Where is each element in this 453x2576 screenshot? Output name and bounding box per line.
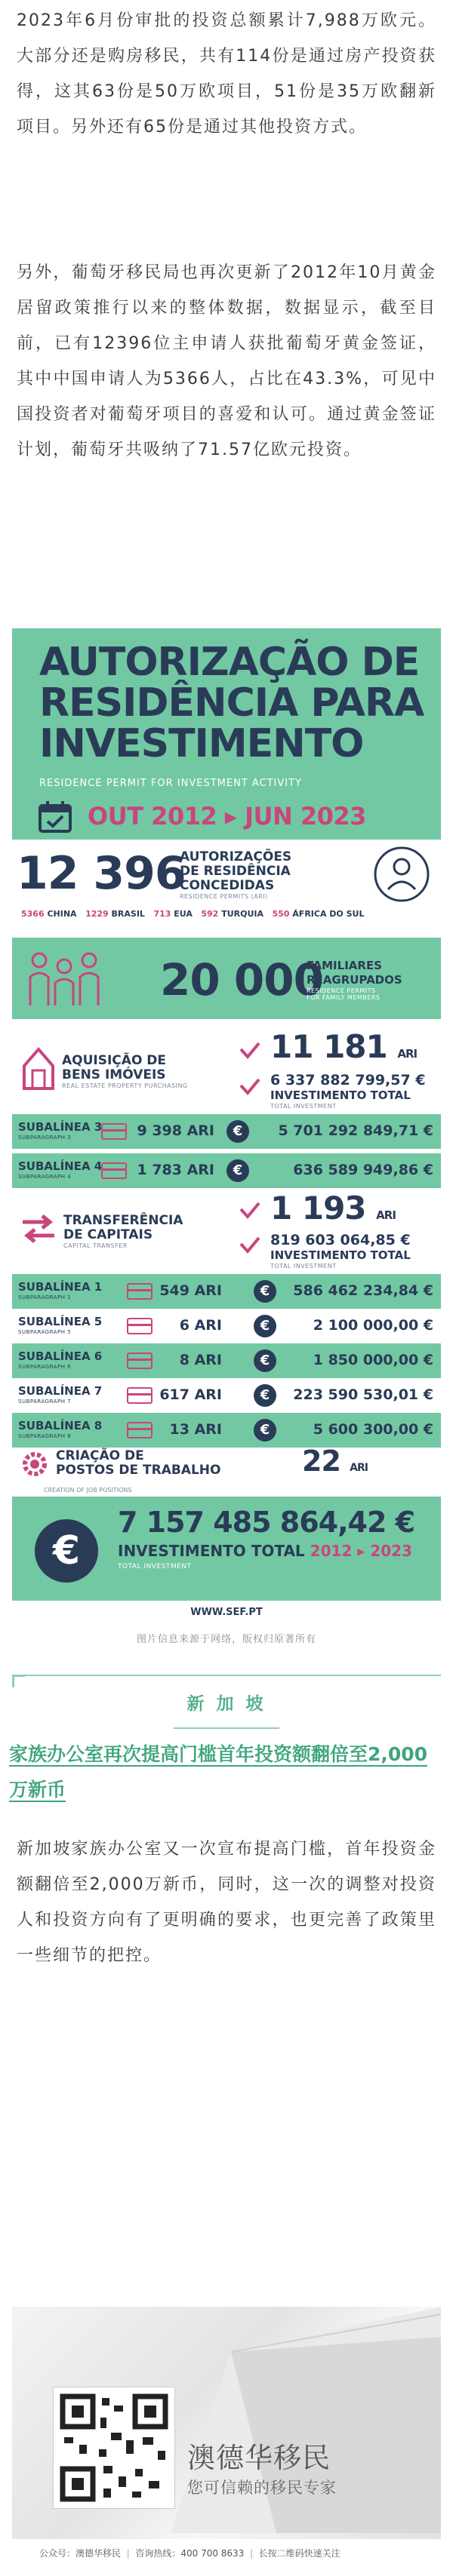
card-icon [127,1422,153,1438]
row-ari: 1 783 ARI [137,1162,214,1178]
capital-transfer-label [63,1214,183,1249]
real-estate-sub: REAL ESTATE PROPERTY PURCHASING [62,1082,188,1089]
card-icon [101,1162,127,1179]
euro-icon: € [254,1419,276,1442]
subparagraph-sub: SUBPARAGRAPH 8 [18,1433,72,1439]
check-icon [239,1235,261,1254]
subparagraph-label: SUBALÍNEA 5 [18,1315,103,1328]
brand-banner [12,2307,441,2565]
family-sub-1: RESIDENCE PERMITS [307,987,376,994]
card-icon [127,1387,153,1404]
euro-icon: € [226,1120,249,1143]
capital-invest-sub: TOTAL INVESTMENT [270,1263,337,1270]
subparagraph-label: SUBALÍNEA 3 [18,1120,103,1134]
card-icon [127,1283,153,1300]
country-count: 550 [272,909,290,919]
infographic-header [12,628,441,840]
subparagraph-label: SUBALÍNEA 1 [18,1280,103,1294]
card-icon [101,1123,127,1140]
jobs-section [12,1445,441,1481]
country-count: 713 [153,909,171,919]
banner-footer [12,2539,441,2565]
row-ari: 549 ARI [159,1282,222,1299]
check-icon [239,1040,261,1060]
footer-hotline[interactable]: 咨询热线：400 700 8633 [135,2548,245,2559]
paragraph-portugal-june: 2023年6月份审批的投资总额累计7,988万欧元。大部分还是购房移民，共有114份是通过房产投资获得，这其63份是50万欧项目，51份是35万欧翻新项目。另外还有65份是通过其他投资方式。 [17,11,436,137]
euro-icon: € [254,1349,276,1372]
jobs-count [302,1445,368,1478]
transfer-arrows-icon [20,1212,57,1245]
image-caption: 图片信息来源于网络，版权归原著所有 [136,1634,316,1645]
check-icon [239,1076,261,1096]
family-sub-2: FOR FAMILY MEMBERS [307,994,381,1001]
date-to: JUN 2023 [245,802,366,831]
euro-icon: € [254,1384,276,1407]
table-row [12,1343,441,1378]
family-label [307,959,402,1001]
capital-transfer-section [12,1191,441,1270]
total-label-line [118,1542,412,1560]
section-divider-top [12,1675,441,1676]
family-section [12,938,441,1019]
capital-invest-label: INVESTIMENTO TOTAL [270,1248,411,1262]
subparagraph-sub: SUBPARAGRAPH 3 [18,1134,72,1141]
calendar-check-icon [38,800,72,834]
title-line-1: AUTORIZAÇÃO DE [39,640,420,685]
subparagraph-sub: SUBPARAGRAPH 5 [18,1329,72,1335]
total-permits: 12 396 [17,847,186,900]
country-breakdown [21,909,364,919]
family-label-2: REAGRUPADOS [307,973,402,987]
jobs-label-2: POSTOS DE TRABALHO [56,1463,221,1478]
row-amount: 5 600 300,00 € [313,1421,433,1438]
row-ari: 6 ARI [179,1317,222,1334]
title-line-3: INVESTIMENTO [39,721,364,766]
paragraph-singapore: 新加坡家族办公室又一次宣布提高门槛，首年投资金额翻倍至2,000万新币，同时，这一次的调整对投资人和投资方向有了更明确的要求，也更完善了政策里一些细节的把控。 [17,1840,436,1965]
gear-icon [20,1448,50,1481]
real-estate-invest-value: 6 337 882 799,57 € [270,1072,426,1088]
subparagraph-label: SUBALÍNEA 8 [18,1419,103,1432]
capital-label-2: DE CAPITAIS [63,1227,153,1242]
real-estate-invest-label: INVESTIMENTO TOTAL [270,1088,411,1102]
country-count: 1229 [85,909,109,919]
row-ari: 9 398 ARI [137,1122,214,1139]
row-ari: 8 ARI [179,1352,222,1368]
subparagraph-label: SUBALÍNEA 6 [18,1349,103,1363]
table-row [12,1114,441,1149]
footer-qr-hint: 长按二维码快速关注 [258,2548,341,2559]
total-sub: TOTAL INVESTMENT [118,1563,192,1570]
person-icon [373,846,430,903]
card-icon [127,1352,153,1369]
permits-label-1: AUTORIZAÇÕES [180,849,292,864]
capital-ari-value: 1 193 [270,1190,366,1227]
capital-ari [270,1190,396,1227]
real-estate-investment [270,1072,426,1110]
subparagraph-sub: SUBPARAGRAPH 1 [18,1294,72,1300]
jobs-sub: CREATION OF JOB POSITIONS [44,1487,132,1494]
family-label-1: FAMILIARES [307,959,382,972]
family-total: 20 000 [160,954,323,1006]
capital-label-1: TRANSFERÊNCIA [63,1213,183,1228]
permits-label [180,850,291,900]
country-name: CHINA [47,909,77,919]
infographic-title [39,642,424,764]
euro-icon: € [254,1315,276,1337]
subparagraph-label: SUBALÍNEA 7 [18,1384,103,1398]
table-row [12,1378,441,1413]
real-estate-label-1: AQUISIÇÃO DE [62,1053,167,1068]
golden-visa-infographic [12,628,441,1481]
jobs-label-1: CRIAÇÃO DE [56,1448,144,1463]
subparagraph-label: SUBALÍNEA 4 [18,1159,103,1173]
country-name: TURQUIA [221,909,263,919]
euro-icon: € [254,1280,276,1303]
euro-icon: € [35,1519,98,1583]
real-estate-section [12,1028,441,1110]
real-estate-label [62,1054,188,1089]
total-years: 2012 ▸ 2023 [310,1542,412,1560]
table-row [12,1413,441,1448]
footer-info: 公众号：澳德华移民 | 咨询热线：400 700 8633 | 长按二维码快速关注 [39,2548,341,2559]
row-amount: 586 462 234,84 € [293,1282,433,1299]
subparagraph-sub: SUBPARAGRAPH 4 [18,1174,72,1180]
ari-unit: ARI [350,1462,368,1474]
table-row [12,1274,441,1309]
row-ari: 617 ARI [159,1386,222,1403]
arrow-right-icon: ▸ [224,802,237,831]
permits-sub: RESIDENCE PERMITS (ARI) [180,893,268,900]
real-estate-ari-value: 11 181 [270,1028,387,1065]
capital-investment [270,1232,411,1270]
permits-label-3: CONCEDIDAS [180,878,275,893]
subparagraph-sub: SUBPARAGRAPH 7 [18,1399,72,1405]
qr-code-icon [54,2387,174,2508]
family-icon [23,950,106,1007]
row-amount: 636 589 949,86 € [293,1162,433,1178]
row-amount: 223 590 530,01 € [293,1386,433,1403]
paragraph-portugal-summary: 另外，葡萄牙移民局也再次更新了2012年10月黄金居留政策推行以来的整体数据，数据显示，截至目前，已有12396位主申请人获批葡萄牙黄金签证，其中中国申请人为5366人，占比在43.3%，可见中国投资者对葡萄牙项目的喜爱和认可。通过黄金签证计划，葡萄牙共吸纳了71.57亿欧元投资。 [17,263,436,459]
card-icon [127,1318,153,1334]
euro-icon: € [226,1159,249,1182]
capital-invest-value: 819 603 064,85 € [270,1232,411,1248]
real-estate-label-2: BENS IMÓVEIS [62,1067,166,1082]
corner-decoration [12,1675,25,1687]
country-count: 592 [201,909,219,919]
capital-sub: CAPITAL TRANSFER [63,1242,128,1249]
subparagraph-sub: SUBPARAGRAPH 6 [18,1364,72,1370]
section-title: 新 加 坡 [186,1694,267,1714]
row-amount: 5 701 292 849,71 € [278,1122,433,1139]
real-estate-invest-sub: TOTAL INVESTMENT [270,1103,337,1110]
permits-label-2: DE RESIDÊNCIA [180,864,291,879]
permits-section [12,840,441,929]
section-divider-bottom [174,1727,279,1729]
ari-unit: ARI [397,1047,418,1061]
country-name: ÁFRICA DO SUL [292,909,365,919]
brand-name: 澳德华移民 [187,2442,331,2474]
jobs-count-value: 22 [302,1445,341,1478]
article-headline[interactable]: 家族办公室再次提高门槛首年投资额翻倍至2,000万新币 [9,1743,428,1801]
brand-slogan: 您可信赖的移民专家 [187,2479,337,2497]
date-range [88,802,366,831]
footer-wechat: 公众号：澳德华移民 [39,2548,122,2559]
row-ari: 13 ARI [169,1421,222,1438]
date-from: OUT 2012 [88,802,217,831]
row-amount: 1 850 000,00 € [313,1352,433,1368]
country-name: BRASIL [111,909,145,919]
ari-unit: ARI [376,1208,396,1222]
title-line-2: RESIDÊNCIA PARA [39,680,424,726]
table-row [12,1309,441,1343]
row-amount: 2 100 000,00 € [313,1317,433,1334]
total-investment-section [12,1497,441,1601]
total-amount: 7 157 485 864,42 € [118,1506,415,1539]
country-count: 5366 [21,909,45,919]
real-estate-ari [270,1028,417,1065]
infographic-subtitle: RESIDENCE PERMIT FOR INVESTMENT ACTIVITY [39,778,303,789]
country-name: EUA [174,909,193,919]
qr-code[interactable] [53,2387,175,2509]
house-icon [21,1045,56,1091]
website: WWW.SEF.PT [190,1607,263,1618]
total-label: INVESTIMENTO TOTAL [118,1542,305,1560]
check-icon [239,1200,261,1220]
table-row [12,1153,441,1188]
jobs-label [56,1449,220,1478]
